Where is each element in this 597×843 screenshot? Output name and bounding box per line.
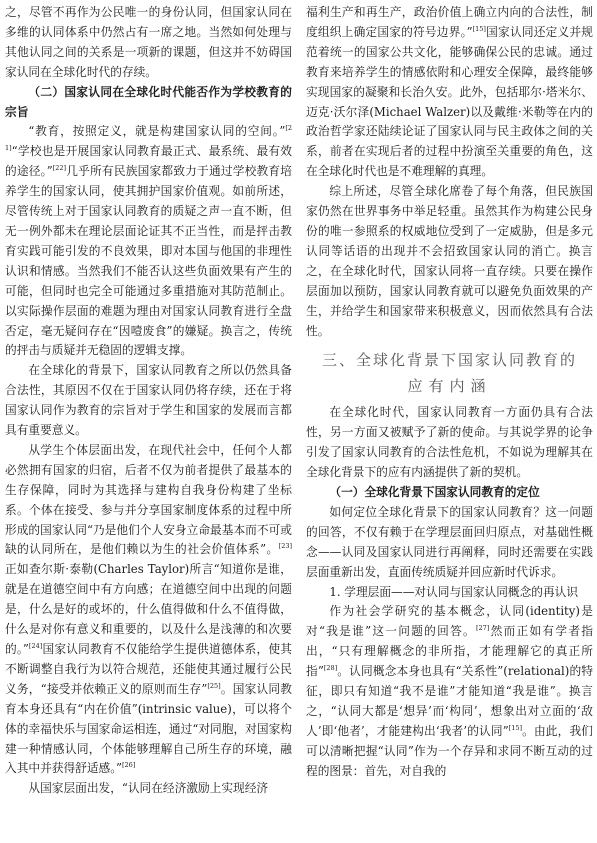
paragraph-text: 。由此，我们可以清晰把握“认同”作为一个存异和求同不断互动的过程的图景：首先，对自我的 bbox=[306, 723, 593, 778]
paragraph bbox=[306, 3, 593, 182]
section-title bbox=[306, 347, 593, 399]
paragraph-text: 然而正如有学者指出，“只有理解概念的非所指，才能理解它的真正所指” bbox=[306, 624, 593, 679]
paragraph-text: 在全球化时代，国家认同教育一方面仍具有合法性，另一方面又被赋予了新的使命。与其说学界的论争引发了国家认同教育的合法性危机，不如说为理解其在全球化背景下的应有内涵提供了新的契机。 bbox=[306, 405, 593, 480]
quote-text: “学校也是开展国家认同教育最正式、最系统、最有效的途径。” bbox=[5, 144, 292, 179]
sub-subsection-heading: 1. 学理层面——对认同与国家认同概念的再认识 bbox=[329, 584, 579, 599]
paragraph-text: 国家认同教育不仅能给学生提供道德体系，使其不断调整自我行为以符合规范，还能使其通过履行公民义务，“接受并依赖正义的原则而生存” bbox=[5, 642, 292, 696]
paragraph-text: 。认同概念本身也具有“关系性”(relational)的特征，即只有知道“我不是谁”才能知道“我是谁”。换言之，“认同大都是‘想异’而‘构同’，想象出对立面的‘敌人’即‘他者’，才能建构出‘我者’的认同” bbox=[306, 664, 593, 738]
left-column bbox=[5, 3, 292, 799]
section-title-line: 三、全球化背景下国家认同教育的 bbox=[321, 351, 577, 370]
paragraph bbox=[306, 503, 593, 583]
paragraph-text: 作为社会学研究的基本概念，认同(identity)是对“我是谁”这一问题的回答。 bbox=[306, 604, 593, 639]
paragraph bbox=[306, 182, 593, 341]
citation-marker: [27] bbox=[475, 624, 490, 633]
paragraph bbox=[306, 403, 593, 483]
citation-marker: [15] bbox=[472, 25, 486, 34]
section-title-line: 应有内涵 bbox=[407, 377, 492, 396]
paragraph bbox=[306, 602, 593, 781]
citation-marker: [24] bbox=[28, 642, 43, 651]
citation-marker: [15] bbox=[508, 724, 523, 733]
paragraph-text: 从学生个体层面出发，在现代社会中，任何个人都必然拥有国家的归宿，后者不仅为前者提供了最基本的生存保障，同时为其选择与建构自我身份构建了坐标系。个体在接受、参与并分享国家制度体系的过程中所形成的国家认同“乃是他们个人安身立命最基本而不可或缺的认同所在，是他们赖以为生的社会价值体系”。 bbox=[5, 442, 292, 557]
paragraph-text: 之，尽管不再作为公民唯一的身份认同，但国家认同在多维的认同体系中仍然占有一席之地。当然如何处理与其他认同之间的关系是一项新的课题，但这并不妨碍国家认同在全球化时代的存续。 bbox=[5, 5, 292, 79]
citation-marker: [21] bbox=[5, 124, 292, 153]
paragraph-text: 。国家认同教育本身还具有“内在价值”(intrinsic value)，可以将个体的幸福快乐与国家命运相连，通过“对同胞，对国家构建一种情感认同，个体能够理解自己所生存的环境，融入其中并获得舒适感。” bbox=[5, 681, 292, 776]
paragraph bbox=[5, 361, 292, 441]
citation-marker: [25] bbox=[207, 681, 221, 690]
subsection-heading: （一）全球化背景下国家认同教育的定位 bbox=[329, 485, 540, 500]
paragraph-text: 几乎所有民族国家都致力于通过学校教育培养学生的国家认同，使其拥护国家价值观。如前所述，尽管传统上对于国家认同教育的质疑之声一直不断，但无一例外都未在理论层面论证其不正当性，而是抨击教育实践可能引发的不良效果，即对本国与他国的非理性认识和情感。当然我们不能否认这些负面效果有产生的可能，但同时也完全可能通过多重措施对其防范制止。以实际操作层面的难题为理由对国家认同教育进行全盘否定，毫无疑问存在“因噎废食”的嫌疑。换言之，传统的抨击与质疑并无稳固的逻辑支撑。 bbox=[5, 164, 292, 358]
right-column bbox=[306, 3, 593, 782]
paragraph-text: 国家认同还定义并规范着统一的国家公共文化，能够确保公民的忠诚。通过教育来培养学生的情感依附和心理安全保障，最终能够实现国家的凝聚和长治久安。此外，包括耶尔·塔米尔、迈克·沃尔泽(Michael Walzer)以及戴维·米勒等在内的政治哲学家还陆续论证了国家认同与民主政体之间的关系，前者在实现后者的过程中扮演至关重要的角色，这在全球化时代也是不难理解的真理。 bbox=[306, 24, 593, 179]
citation-marker: [28] bbox=[323, 664, 338, 673]
citation-marker: [22] bbox=[52, 164, 67, 173]
quote-text: “教育，按照定义，就是构建国家认同的空间。” bbox=[28, 124, 286, 139]
paragraph bbox=[5, 441, 292, 779]
citation-marker: [26] bbox=[122, 761, 136, 770]
paragraph bbox=[5, 122, 292, 361]
paragraph bbox=[5, 779, 292, 799]
paragraph-text: 正如查尔斯·泰勒(Charles Taylor)所言“知道你是谁，就是在道德空间中有方向感；在道德空间中出现的问题是，什么是好的或坏的，什么值得做和什么不值得做，什么是对你有意义和重要的，以及什么是浅薄的和次要的。” bbox=[5, 562, 292, 656]
paragraph-text: 从国家层面出发，“认同在经济激励上实现经济 bbox=[28, 781, 269, 796]
paragraph-text: 在全球化的背景下，国家认同教育之所以仍然具备合法性，其原因不仅在于国家认同仍将存续，还在于将国家认同作为教育的宗旨对于学生和国家的发展而言都具有重要意义。 bbox=[5, 363, 292, 438]
paragraph-text: 如何定位全球化背景下的国家认同教育？这一问题的回答，不仅有赖于在学理层面回归原点，对基础性概念——认同及国家认同进行再阐释，同时还需要在实践层面重新出发，直面传统质疑并回应新时代诉求。 bbox=[306, 504, 593, 579]
paragraph bbox=[5, 3, 292, 83]
paragraph-text: 福利生产和再生产，政治价值上确立内向的合法性，制度组织上确定国家的符号边界。” bbox=[306, 5, 593, 39]
citation-marker: [23] bbox=[278, 542, 292, 551]
paragraph-text: 综上所述，尽管全球化席卷了每个角落，但民族国家仍然在世界事务中举足轻重。虽然其作为构建公民身份的唯一参照系的权威地位受到了一定威胁，但是多元认同等话语的出现并不会招致国家认同的消亡。换言之，在全球化时代，国家认同将一直存续。只要在操作层面加以预防，国家认同教育就可以避免负面效果的产生，并给学生和国家带来积极意义，因而依然具有合法性。 bbox=[306, 184, 593, 338]
subsection-heading: （二）国家认同在全球化时代能否作为学校教育的宗旨 bbox=[5, 84, 292, 119]
